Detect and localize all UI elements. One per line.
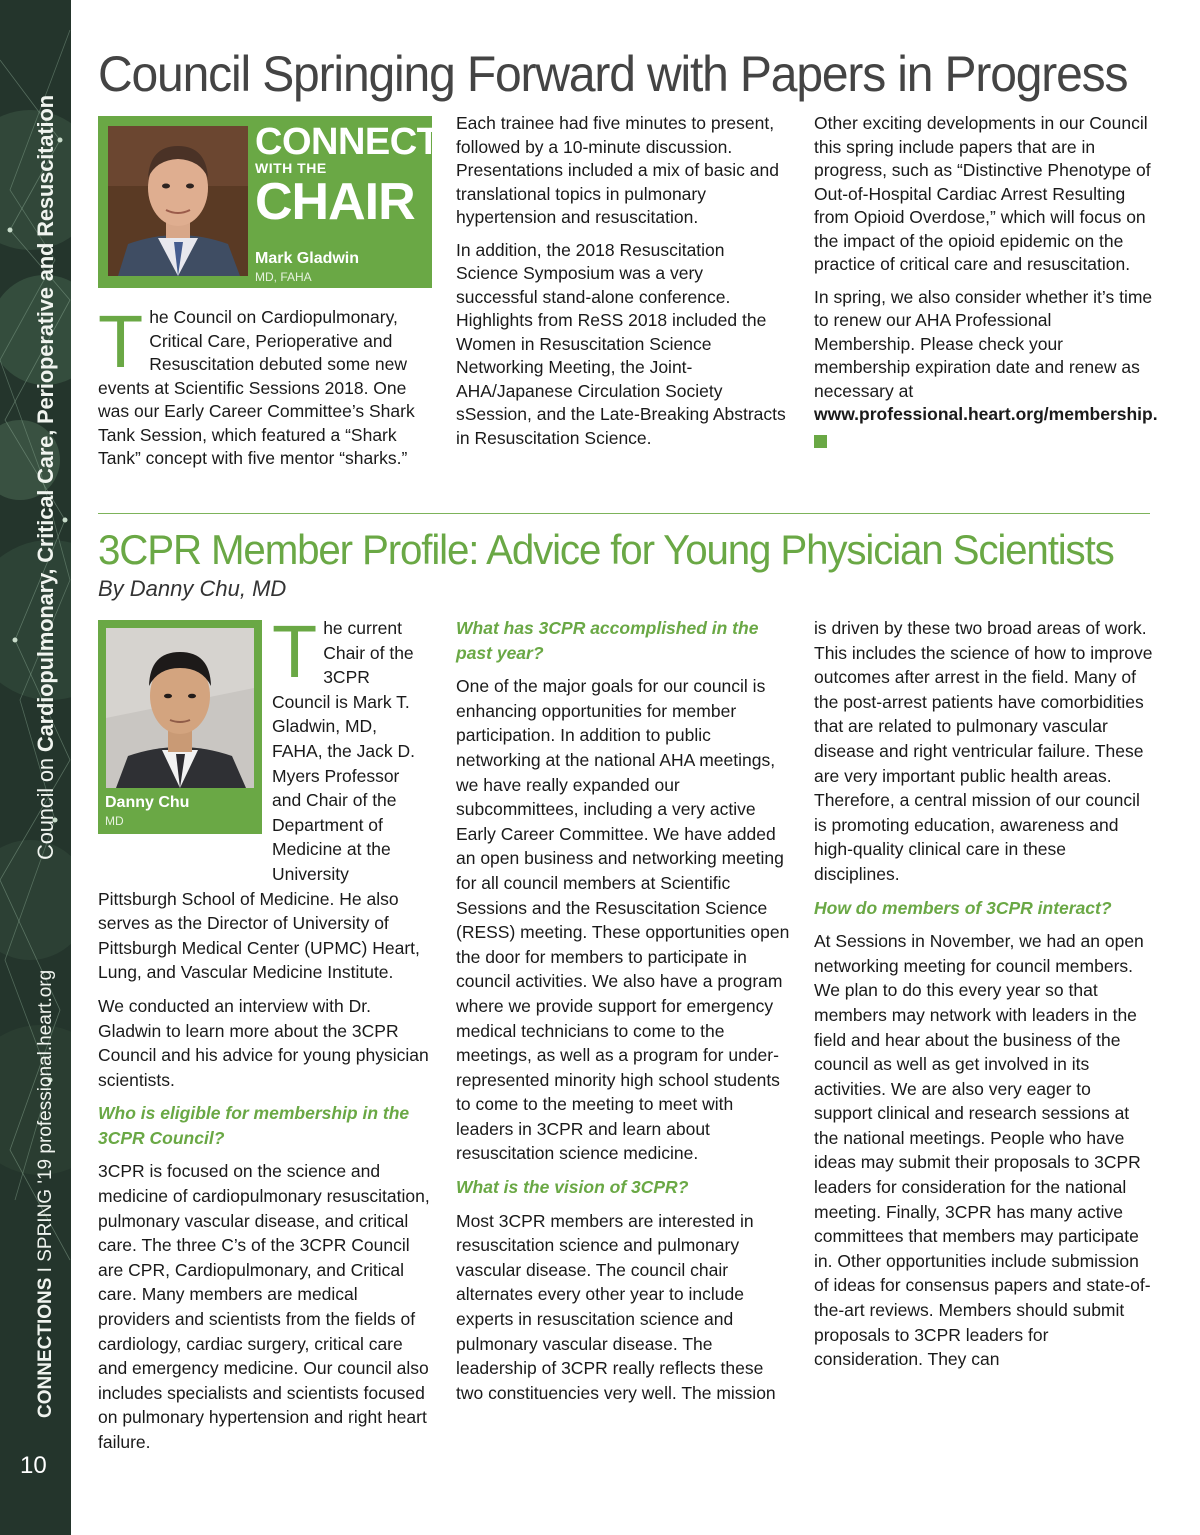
end-mark	[814, 435, 827, 448]
article2-column-1: The current Chair of the 3CPR Council is Mark T. Gladwin, MD, FAHA, the Jack D. Myers Professor and Chair of the Department of Medicine at the University Pittsburgh School of Medicine. He also serves as the Director of University of Pittsburgh Medical Center (UPMC) Heart, Lung, and Vascular Medicine Institute. We conducted an interview with Dr. Gladwin to learn more about the 3CPR Council and his advice for young physician scientists. Who is eligible for membership in the 3CPR Council? 3CPR is focused on the science and medicine of cardiopulmonary resuscitation, pulmonary vascular disease, and critical care. The three C’s of the 3CPR Council are CPR, Cardiopulmonary, and Critical care. Many members are medical providers and scientists from the fields of cardiology, cardiac surgery, critical care and emergency medicine. Our council also includes specialists and scientists focused on pulmonary hypertension and right heart failure.	[98, 616, 432, 1464]
article1-column-3: Other exciting developments in our Council this spring include papers that are in progress, such as “Distinctive Phenotype of Out-of-Hospital Cardiac Arrest Resulting from Opioid Overdose,” which will focus on the impact of the opioid epidemic on the practice of critical care and resuscitation. In spring, we also consider whether it’s time to renew our AHA Professional Membership. Please check your membership expiration date and renew as necessary at www.professional.heart.org/membership.	[814, 112, 1154, 454]
question-eligibility: Who is eligible for membership in the 3CPR Council?	[98, 1103, 410, 1148]
article1-title: Council Springing Forward with Papers in Progress	[98, 46, 1128, 102]
article2-column-2: What has 3CPR accomplished in the past year? One of the major goals for our council is enhancing opportunities for member participation. In addition to public networking at the national AHA meetings, we have really expanded our subcommittees, including a very active Early Career Committee. We have added an open business and networking meeting for all council members at Scientific Sessions and the Resuscitation Science (RESS) meeting. These opportunities open the door for members to participate in council activities. We also have a program where we provide support for emergency medical technicians to come to the meetings, as well as a program for under-represented minority high school students to come to the meeting to meet with leaders in 3CPR and learn about resuscitation science medicine. What is the vision of 3CPR? Most 3CPR members are interested in resuscitation science and pulmonary vascular disease. The council chair alternates every other year to include experts in resuscitation science and pulmonary vascular disease. The leadership of 3CPR really reflects these two constituencies very well. The mission	[456, 616, 792, 1414]
sidebar-issue-footer: CONNECTIONS I SPRING '19 professional.heart.org	[35, 969, 56, 1418]
question-accomplished: What has 3CPR accomplished in the past year?	[456, 618, 759, 663]
section-divider	[98, 513, 1150, 514]
chair-name: Mark Gladwin	[255, 250, 360, 267]
drop-cap: T	[98, 300, 144, 383]
connecting-heading: CONNECTING	[255, 121, 506, 163]
question-vision: What is the vision of 3CPR?	[456, 1177, 689, 1198]
chair-credentials: MD, FAHA	[255, 270, 312, 284]
with-the-heading: WITH THE	[255, 160, 327, 176]
article2-column-3: is driven by these two broad areas of work. This includes the science of how to improve outcomes after arrest in the field. Many of the post-arrest patients have comorbidities that are related to pulmonary vascular disease and right ventricular failure. These are very important public health areas. Therefore, a central mission of our council is promoting education, awareness and high-quality clinical care in these disciplines. How do members of 3CPR interact? At Sessions in November, we had an open networking meeting for council members. We plan to do this every year so that members may network with leaders in the field and hear about the business of the council as well as get involved in its activities. We are also very eager to support clinical and research sessions at the national meetings. People who have ideas may submit their proposals to 3CPR leaders for consideration for the national meeting. Finally, 3CPR has many active committees that members may participate in. Other opportunities include submission of ideas for consensus papers and state-of-the-art reviews. Members should submit proposals to 3CPR leaders for consideration. They can	[814, 618, 1153, 1370]
website-url[interactable]: professional.heart.org	[35, 969, 56, 1154]
drop-cap-2: T	[272, 610, 318, 693]
membership-link[interactable]: www.professional.heart.org/membership.	[814, 404, 1158, 424]
mark-gladwin-photo	[108, 126, 248, 276]
photo-credentials: MD	[105, 814, 124, 828]
sidebar-council-title: Council on Cardiopulmonary, Critical Care, Perioperative and Resuscitation	[33, 95, 58, 860]
photo-name: Danny Chu	[105, 794, 190, 811]
connecting-with-the-chair-box	[98, 116, 506, 288]
article2-byline: By Danny Chu, MD	[98, 576, 287, 601]
sidebar	[0, 0, 71, 1535]
article1-column-1: The Council on Cardiopulmonary, Critical Care, Perioperative and Resuscitation debuted some new events at Scientific Sessions 2018. One was our Early Career Committee’s Shark Tank Session, which featured a “Shark Tank” concept with five mentor “sharks.”	[98, 300, 415, 468]
page-number: 10	[20, 1452, 47, 1479]
article1-column-2: Each trainee had five minutes to present, followed by a 10-minute discussion. Presentations included a mix of basic and translational topics in pulmonary hypertension and resuscitation. In addition, the 2018 Resuscitation Science Symposium was a very successful stand-alone conference. Highlights from ReSS 2018 included the Women in Resuscitation Science Networking Meeting, the Joint-AHA/Japanese Circulation Society sSession, and the Late-Breaking Abstracts in Resuscitation Science.	[456, 113, 786, 448]
chair-heading: CHAIR	[255, 173, 415, 231]
question-interact: How do members of 3CPR interact?	[814, 897, 1112, 918]
article2-title: 3CPR Member Profile: Advice for Young Physician Scientists	[98, 526, 1114, 573]
